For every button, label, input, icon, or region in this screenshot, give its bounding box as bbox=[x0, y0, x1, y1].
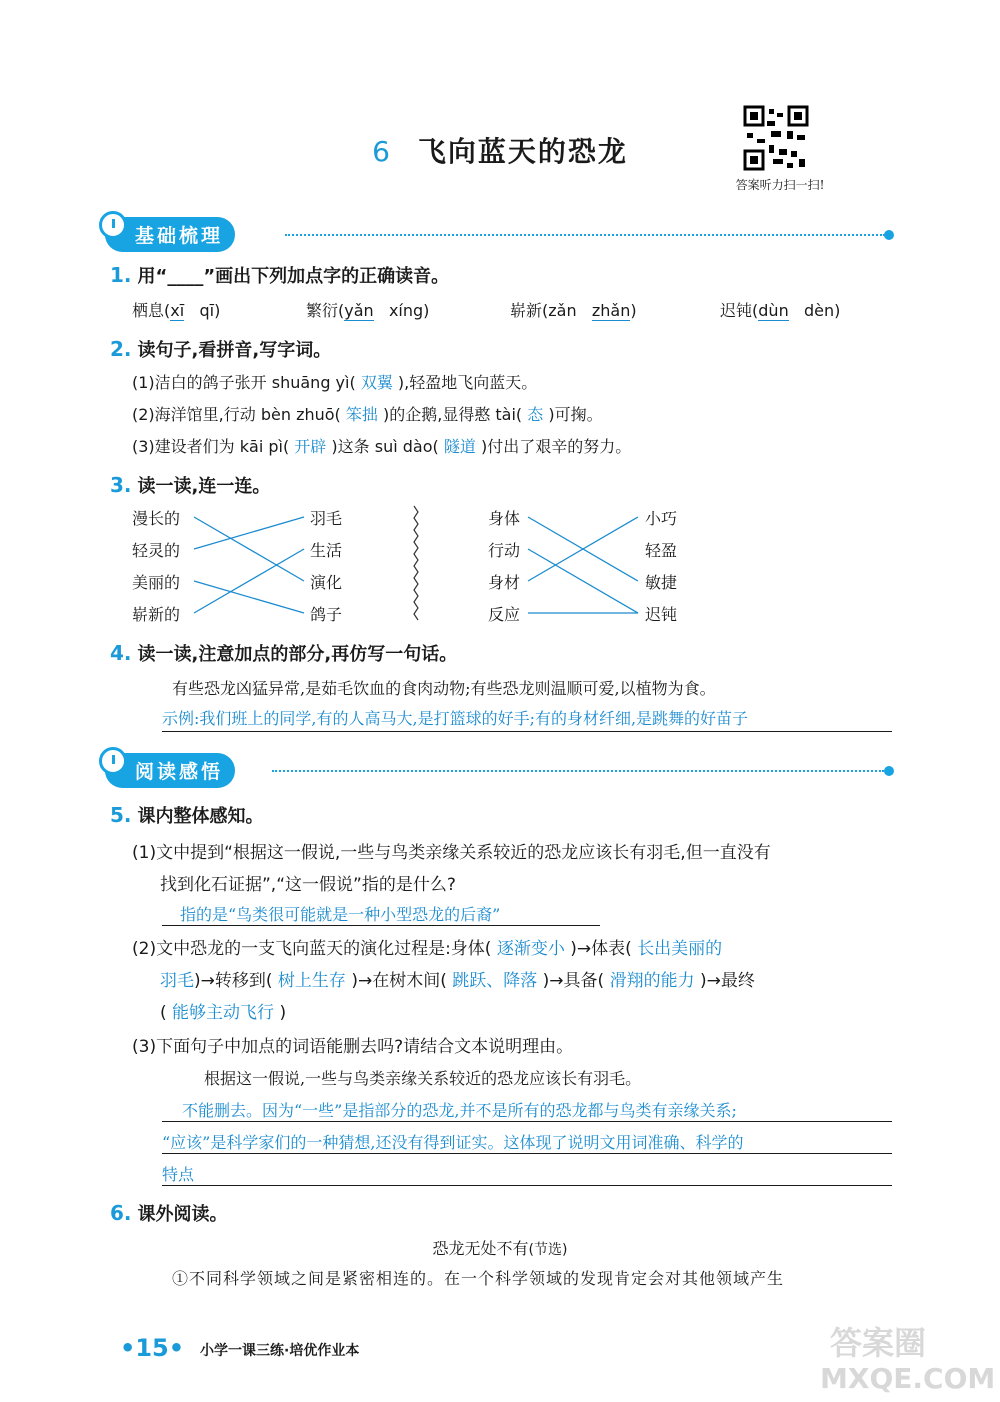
page-number: •15• bbox=[120, 1334, 185, 1362]
section-badge bbox=[105, 753, 235, 788]
q4-answer: 示例:我们班上的同学,有的人高马大,是打篮球的好手;有的身材纤细,是跳舞的好苗子 bbox=[162, 706, 892, 732]
q3-right-a-3: 鸽子 bbox=[310, 605, 343, 624]
question-number: 3. bbox=[110, 473, 132, 497]
q5-p1-line-2: 找到化石证据”,“这一假说”指的是什么? bbox=[160, 875, 456, 895]
section-header-reading bbox=[105, 750, 235, 790]
article-title-text: 恐龙无处不有 bbox=[432, 1239, 529, 1258]
q1-item-3: 崭新(zǎn zhǎn) bbox=[510, 301, 637, 320]
q1-word: 迟钝 bbox=[720, 301, 753, 320]
question-number: 1. bbox=[110, 263, 132, 287]
q5-answer: 滑翔的能力 bbox=[609, 971, 695, 991]
q1-item-4: 迟钝(dùn dèn) bbox=[720, 301, 841, 320]
lesson-number: 6 bbox=[372, 135, 392, 168]
q3-right-a-2: 演化 bbox=[310, 573, 343, 592]
q2-answer: 隧道 bbox=[443, 437, 476, 456]
article-title bbox=[0, 1236, 1000, 1259]
link-line bbox=[528, 549, 638, 613]
q5-p2-line-3 bbox=[160, 998, 286, 1023]
q1-option-correct: zhǎn bbox=[591, 301, 631, 320]
q2-text: (3)建设者们为 kāi pì( bbox=[132, 437, 290, 456]
section-divider bbox=[272, 770, 884, 772]
q3-right-a-0: 羽毛 bbox=[310, 509, 343, 528]
q3-left-a-3: 崭新的 bbox=[132, 605, 181, 624]
q5-text: )→转移到( bbox=[194, 971, 273, 991]
q3-right-b-3: 迟钝 bbox=[645, 605, 678, 624]
q5-answer: 能够主动飞行 bbox=[172, 1003, 275, 1023]
q2-text: )的企鹅,显得憨 tài( bbox=[382, 405, 523, 424]
q3-right-b-0: 小巧 bbox=[645, 509, 678, 528]
q2-answer: 笨拙 bbox=[345, 405, 378, 424]
q5-answer-3-line-2: “应该”是科学家们的一种猜想,还没有得到证实。这体现了说明文用词准确、科学的 bbox=[162, 1130, 892, 1154]
q2-text: )这条 suì dào( bbox=[331, 437, 439, 456]
section-label: 阅读感悟 bbox=[135, 760, 224, 783]
q5-text: ) bbox=[279, 1003, 287, 1023]
article-paragraph-1: ①不同科学领域之间是紧密相连的。在一个科学领域的发现肯定会对其他领域产生 bbox=[172, 1269, 785, 1288]
q5-text: )→体表( bbox=[570, 939, 632, 959]
q3-left-b-1: 行动 bbox=[488, 541, 521, 560]
page-number-value: 15 bbox=[135, 1334, 169, 1362]
q3-right-a-1: 生活 bbox=[310, 541, 343, 560]
link-line bbox=[194, 517, 304, 581]
q2-text: )可掬。 bbox=[548, 405, 603, 424]
question-prompt: 用“____”画出下列加点字的正确读音。 bbox=[137, 266, 450, 287]
q3-left-b-0: 身体 bbox=[488, 509, 521, 528]
question-prompt: 课外阅读。 bbox=[137, 1204, 228, 1225]
q5-answer-1: 指的是“鸟类很可能就是一种小型恐龙的后裔” bbox=[162, 902, 600, 926]
q4-example-sentence: 有些恐龙凶猛异常,是茹毛饮血的食肉动物;有些恐龙则温顺可爱,以植物为食。 bbox=[172, 679, 716, 698]
q3-left-a-0: 漫长的 bbox=[132, 509, 181, 528]
q5-answer: 长出美丽的 bbox=[637, 939, 723, 959]
q3-connection-lines bbox=[0, 0, 1000, 700]
q2-text: (2)海洋馆里,行动 bèn zhuō( bbox=[132, 405, 341, 424]
q3-left-b-2: 身材 bbox=[488, 573, 521, 592]
question-5 bbox=[110, 802, 264, 828]
q2-text: )付出了艰辛的努力。 bbox=[480, 437, 632, 456]
question-prompt: 读一读,注意加点的部分,再仿写一句话。 bbox=[137, 644, 458, 665]
q5-p1-line-1: (1)文中提到“根据这一假说,一些与鸟类亲缘关系较近的恐龙应该长有羽毛,但一直没有 bbox=[132, 843, 771, 863]
article-note: (节选) bbox=[528, 1242, 568, 1258]
q2-answer: 开辟 bbox=[294, 437, 327, 456]
question-prompt: 读句子,看拼音,写字词。 bbox=[137, 340, 332, 361]
question-4 bbox=[110, 640, 457, 666]
section-label: 基础梳理 bbox=[135, 224, 224, 247]
q1-option-correct: xī bbox=[170, 301, 185, 320]
q1-option: qī bbox=[199, 301, 215, 320]
q5-text: )→最终 bbox=[699, 971, 755, 991]
q3-right-b-1: 轻盈 bbox=[645, 541, 678, 560]
q2-text: (1)洁白的鸽子张开 shuāng yì( bbox=[132, 373, 356, 392]
q5-text: )→具备( bbox=[542, 971, 605, 991]
q5-answer: 跳跃、降落 bbox=[452, 971, 538, 991]
link-line bbox=[194, 549, 304, 613]
section-divider-end bbox=[884, 766, 894, 776]
question-number: 4. bbox=[110, 641, 132, 665]
clock-icon bbox=[99, 747, 127, 775]
question-number: 5. bbox=[110, 803, 132, 827]
link-line bbox=[194, 517, 304, 549]
q1-option: zǎn bbox=[548, 301, 577, 320]
q1-word: 栖息 bbox=[132, 301, 165, 320]
q5-p2-line-2 bbox=[160, 966, 755, 991]
question-prompt: 读一读,连一连。 bbox=[137, 476, 271, 497]
question-number: 2. bbox=[110, 337, 132, 361]
q3-right-b-2: 敏捷 bbox=[645, 573, 678, 592]
q2-answer: 态 bbox=[527, 405, 544, 424]
book-title: 小学一课三练·培优作业本 bbox=[200, 1343, 360, 1359]
zigzag-divider bbox=[414, 506, 418, 620]
q3-left-a-2: 美丽的 bbox=[132, 573, 181, 592]
lesson-title-text: 飞向蓝天的恐龙 bbox=[417, 135, 628, 168]
q3-left-b-3: 反应 bbox=[488, 605, 521, 624]
q1-item-1: 栖息(xī qī) bbox=[132, 301, 221, 320]
q1-item-2: 繁衍(yǎn xíng) bbox=[306, 301, 430, 320]
q5-p3-sentence: 根据这一假说,一些与鸟类亲缘关系较近的恐龙应该长有羽毛。 bbox=[204, 1069, 642, 1088]
q5-text: ( bbox=[160, 1003, 167, 1023]
q1-option: xíng bbox=[388, 301, 424, 320]
question-6 bbox=[110, 1200, 228, 1226]
q5-answer-3-line-1: 不能删去。因为“一些”是指部分的恐龙,并不是所有的恐龙都与鸟类有亲缘关系; bbox=[162, 1098, 892, 1122]
q5-answer: 逐渐变小 bbox=[496, 939, 565, 959]
q1-option: dèn bbox=[803, 301, 835, 320]
q1-option-correct: dùn bbox=[758, 301, 789, 320]
q1-word: 崭新 bbox=[510, 301, 543, 320]
q1-word: 繁衍 bbox=[306, 301, 339, 320]
q3-left-a-1: 轻灵的 bbox=[132, 541, 181, 560]
link-line bbox=[194, 581, 304, 613]
q5-text: (2)文中恐龙的一支飞向蓝天的演化过程是:身体( bbox=[132, 939, 492, 959]
q5-p2-line-1 bbox=[132, 934, 722, 959]
q5-text: )→在树木间( bbox=[351, 971, 447, 991]
question-number: 6. bbox=[110, 1201, 132, 1225]
q5-answer: 羽毛 bbox=[160, 971, 194, 991]
q2-text: ),轻盈地飞向蓝天。 bbox=[397, 373, 538, 392]
q5-answer-3-line-3: 特点 bbox=[162, 1162, 892, 1186]
question-prompt: 课内整体感知。 bbox=[137, 806, 264, 827]
q2-answer: 双翼 bbox=[360, 373, 393, 392]
watermark-logo: 答案圈 bbox=[830, 1324, 927, 1362]
qr-caption: 答案听力扫一扫! bbox=[735, 178, 825, 192]
q1-option-correct: yǎn bbox=[344, 301, 374, 320]
q5-p3: (3)下面句子中加点的词语能删去吗?请结合文本说明理由。 bbox=[132, 1037, 574, 1057]
q5-answer: 树上生存 bbox=[277, 971, 346, 991]
watermark-url: MXQE.COM bbox=[820, 1362, 996, 1395]
